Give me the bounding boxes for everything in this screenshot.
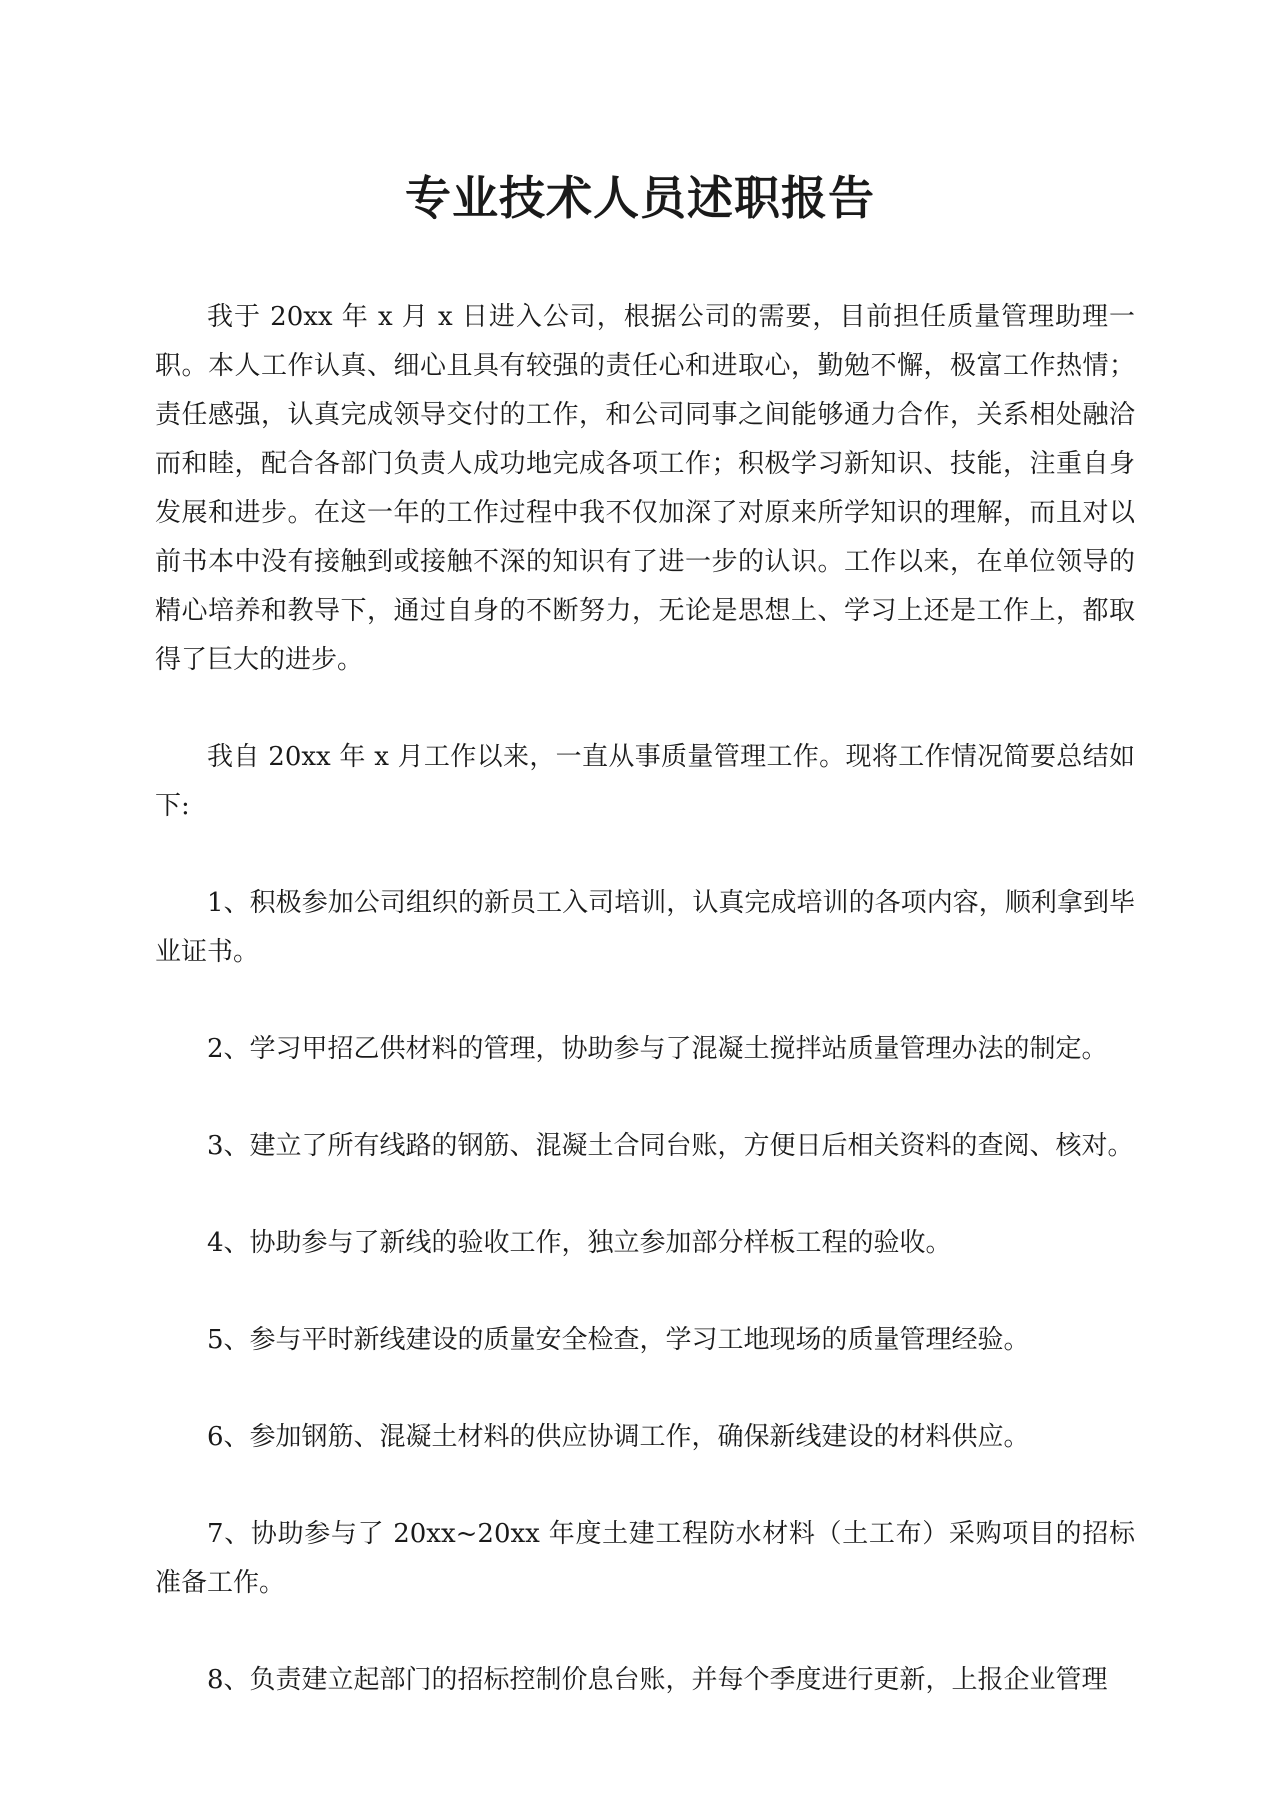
list-item-5: 5、参与平时新线建设的质量安全检查，学习工地现场的质量管理经验。 bbox=[207, 1325, 1030, 1355]
paragraph-summary-lead: 我自 20xx 年 x 月工作以来，一直从事质量管理工作。现将工作情况简要总结如下: bbox=[155, 742, 1135, 821]
list-item-1: 1、积极参加公司组织的新员工入司培训，认真完成培训的各项内容，顺利拿到毕业证书。 bbox=[155, 888, 1135, 967]
paragraph-intro: 我于 20xx 年 x 月 x 日进入公司，根据公司的需要，目前担任质量管理助理一职。本人工作认真、细心且具有较强的责任心和进取心，勤勉不懈，极富工作热情；责任感强，认真完成领导交付的工作，和公司同事之间能够通力合作，关系相处融洽而和睦，配合各部门负责人成功地完成各项工作；积极学习新知识、技能，注重自身发展和进步。在这一年的工作过程中我不仅加深了对原来所学知识的理解，而且对以前书本中没有接触到或接触不深的知识有了进一步的认识。工作以来，在单位领导的精心培养和教导下，通过自身的不断努力，无论是思想上、学习上还是工作上，都取得了巨大的进步。 bbox=[155, 302, 1135, 675]
list-item-2: 2、学习甲招乙供材料的管理，协助参与了混凝土搅拌站质量管理办法的制定。 bbox=[207, 1034, 1108, 1064]
list-item-6: 6、参加钢筋、混凝土材料的供应协调工作，确保新线建设的材料供应。 bbox=[207, 1422, 1030, 1452]
list-item-8: 8、负责建立起部门的招标控制价息台账，并每个季度进行更新，上报企业管理 bbox=[207, 1665, 1108, 1695]
document-title: 专业技术人员述职报告 bbox=[405, 171, 875, 225]
list-item-7: 7、协助参与了 20xx~20xx 年度土建工程防水材料（土工布）采购项目的招标准备工作。 bbox=[155, 1519, 1135, 1598]
list-item-3: 3、建立了所有线路的钢筋、混凝土合同台账，方便日后相关资料的查阅、核对。 bbox=[207, 1131, 1134, 1161]
list-item-4: 4、协助参与了新线的验收工作，独立参加部分样板工程的验收。 bbox=[207, 1228, 952, 1258]
document-body bbox=[155, 293, 1135, 1753]
